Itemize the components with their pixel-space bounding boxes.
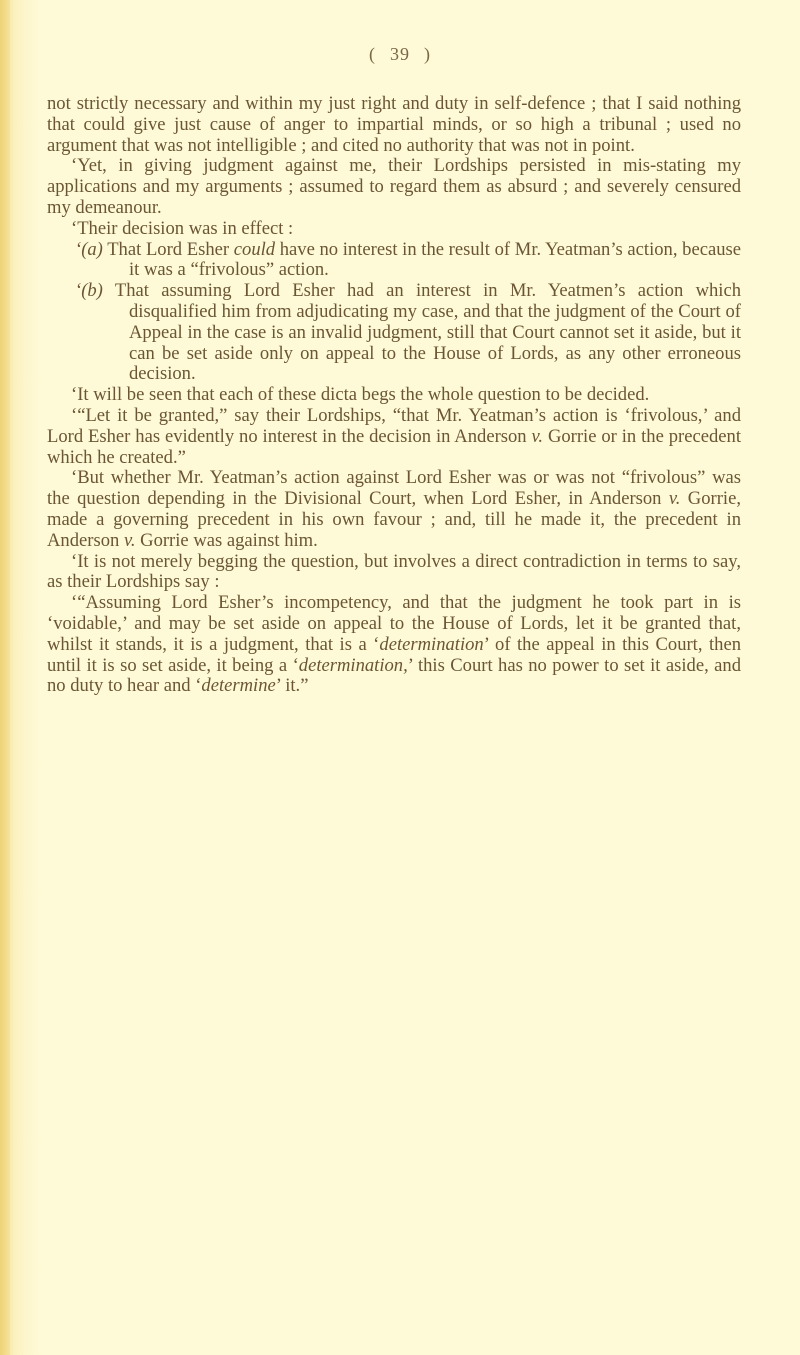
text-segment: Gorrie was against him. <box>140 529 318 551</box>
emphasis-versus: v. <box>123 529 136 551</box>
paragraph-not-merely-begging: ‘It is not merely begging the question, but involves a direct contradiction in terms to say, as their Lordships say : <box>47 550 741 593</box>
paragraph-yet-in-giving: ‘Yet, in giving judgment against me, their Lordships persisted in mis-stating my applications and my arguments ; assumed to regard them as absurd ; and severely censured my demeanour. <box>47 155 741 218</box>
page-number <box>0 44 800 65</box>
page-number-open-paren: ( <box>369 44 376 64</box>
list-item-label: ‘(b) <box>75 280 103 302</box>
list-item-text-before: That Lord Esher <box>107 238 230 260</box>
body-text <box>47 94 741 697</box>
text-segment: Gorrie, made a governing precedent in his own favour ; and, till he made it, the precedent in Anderson <box>47 488 741 551</box>
emphasis-determination: determination, <box>298 654 408 676</box>
paragraph-but-whether <box>47 468 741 551</box>
list-item-text: That assuming Lord Esher had an interest in Mr. Yeatmen’s action which disqualified him from adjudicating my case, and that the judgment of the Court of Appeal in the case is an invalid judgment, still that Court cannot set it aside, but it can be set aside only on appeal to the House of Lords, as any other erroneous decision. <box>114 280 742 385</box>
list-item-text-after: have no interest in the result of Mr. Yeatman’s action, because it was a “frivolous” action. <box>129 238 741 281</box>
paragraph-let-it-be-granted <box>47 406 741 468</box>
text-segment: ‘“Assuming Lord Esher’s incompetency, and that the judgment he took part in is ‘voidable,’ and may be set aside on appeal to the House of Lords, let it be granted that, whilst it stands, it is a judgment, that is a ‘ <box>47 592 741 655</box>
list-item-a <box>47 240 741 282</box>
emphasis-could: could <box>233 238 276 260</box>
paragraph-their-decision: ‘Their decision was in effect : <box>71 217 294 239</box>
text-segment: ’ it.” <box>275 675 309 697</box>
page-number-value: 39 <box>390 44 410 64</box>
paragraph-assuming-lord-esher <box>47 593 741 697</box>
emphasis-determination: determination <box>379 633 484 655</box>
list-item-b <box>47 281 741 385</box>
page-number-close-paren: ) <box>424 44 431 64</box>
text-segment: Gorrie or in the precedent which he created.” <box>47 425 741 468</box>
text-segment: ‘“Let it be granted,” say their Lordships, “that Mr. Yeatman’s action is ‘frivolous,’ and Lord Esher has evidently no interest in the decision in Anderson <box>47 404 741 447</box>
list-item-label: ‘(a) <box>75 238 103 260</box>
text-segment: ’ this Court has no power to set it aside, and no duty to hear and ‘ <box>47 654 741 697</box>
text-segment: ’ of the appeal in this Court, then until it is so set aside, it being a ‘ <box>47 633 741 676</box>
emphasis-determine: determine <box>201 675 276 697</box>
emphasis-versus: v. <box>668 488 681 510</box>
emphasis-versus: v. <box>531 425 544 447</box>
text-segment: ‘But whether Mr. Yeatman’s action against Lord Esher was or was not “frivolous” was the question depending in the Divisional Court, when Lord Esher, in Anderson <box>47 467 741 510</box>
page-spine-shadow <box>0 0 10 1355</box>
paragraph-continuation: not strictly necessary and within my just right and duty in self-defence ; that I said nothing that could give just cause of anger to impartial minds, or so high a tribunal ; used no argument that was not intelligible ; and cited no authority that was not in point. <box>47 93 741 156</box>
paragraph-it-will-be-seen: ‘It will be seen that each of these dicta begs the whole question to be decided. <box>71 384 650 406</box>
